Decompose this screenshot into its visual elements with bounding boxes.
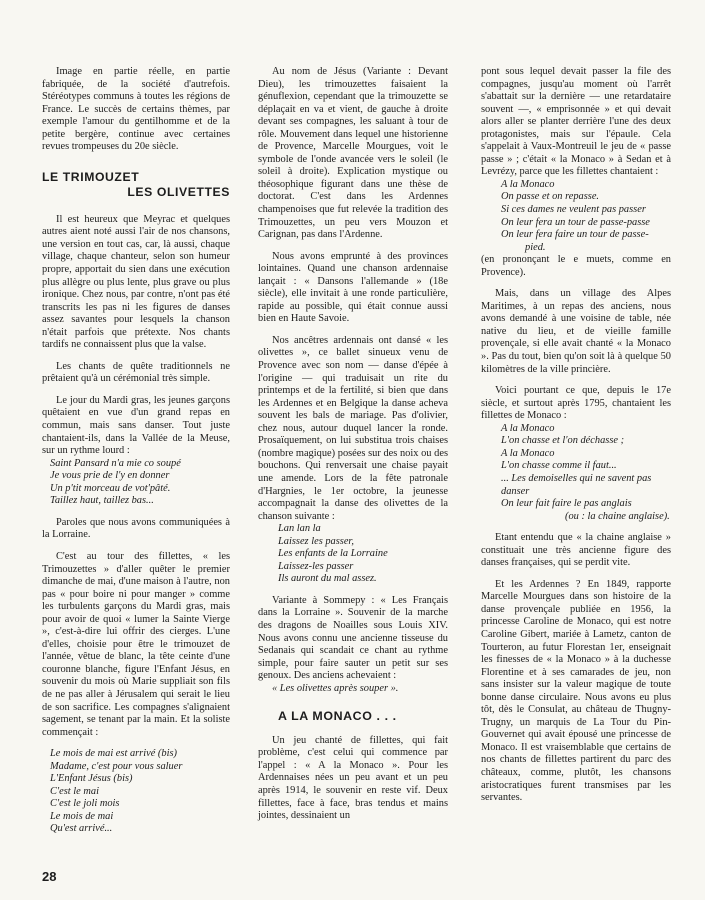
verse-line: L'on chasse comme il faut... <box>501 460 617 472</box>
verse-lorraine <box>258 523 448 586</box>
paragraph: C'est au tour des fillettes, « les Trimouzettes » d'aller quêter le premier dimanche de mai, d'une maison à l'autre, non pas « pour boire ni pour manger » comme les turbulents garçons du Mardi gras, mais pour avoir de quoi « lumer la Sainte Vierge », c'est-à-dire lui offrir des cierges. L'une d'elles, choisie pour être le trimouzet de l'année, vêtue de blanc, la tête ceinte d'une couronne blanche, figure l'Enfant Jésus, en souvenir du mois où Marie suppliait son fils de ne pas aller à Jérusalem qui serait le lieu de son sacrifice. Les compagnes s'alignaient sagement, se tenant par la main. Et la soliste commençait : <box>42 550 230 738</box>
heading-line-1: LE TRIMOUZET <box>42 169 140 184</box>
column-3 <box>481 66 671 805</box>
section-heading-monaco: A LA MONACO . . . <box>278 709 397 724</box>
paragraph: Et les Ardennes ? En 1849, rapporte Marcelle Mourgues dans son histoire de la danse provençale publiée en 1956, la princesse Caroline de Monaco, qui est notre Caroline Gibert, mariée à Lametz, canton de Tourteron, au futur Florestan 1er, enseignait les finesses de « la Monaco » à la duchesse Florentine et à ses camarades de jeu, non sans insister sur la valeur magique de toute bonne danse circulaire. Nous avons eu plus tôt, dès le Consulat, au château de Thugny-Trugny, un marquis de La Tour du Pin-Gouvernet qui avait épousé une princesse de Monaco. Il est vraisemblable que certains de nos chants de fillettes partirent du parc des châteaux, comme, plutôt, les chansons aristocratiques furent transmises par les servantes. <box>481 578 671 804</box>
verse-line: C'est le joli mois <box>50 798 120 810</box>
section-heading-trimouzet <box>42 170 230 200</box>
verse-monaco-2 <box>481 423 671 523</box>
paragraph: Un jeu chanté de fillettes, qui fait problème, c'est celui qui commence par l'appel : « A la Monaco ». Pour les Ardennaises nées un peu avant et un peu après 1914, le souvenir en reste vif. Deux fillettes, face à face, bras tendus et mains jointes, dessinaient un <box>258 734 448 822</box>
verse-line: L'Enfant Jésus (bis) <box>50 773 133 785</box>
paragraph: (en prononçant le e muets, comme en Provence). <box>481 254 671 278</box>
column-2 <box>258 66 448 823</box>
verse-line: Je vous prie de l'y en donner <box>50 470 170 482</box>
paragraph: Nos ancêtres ardennais ont dansé « les olivettes », ce ballet sinueux venu de Provence avec son nom — danse d'épée à l'origine — qui traduisait un rite du printemps et de la fertilité, si bien que dans les Ardennes et en Belgique la danse acheva souvent les bals de mariage. Pas d'olivier, chez nous, autour duquel lancer la ronde. Prosaïquement, on lui substitua trois chaises (nombre magique) posées sur des noix ou des bouchons. Qui renversait une chaise payait une amende. Lors de la fête patronale d'Hargnies, le 1er octobre, la jeunesse accompagnait la danse des olivettes de la chanson suivante : <box>258 334 448 522</box>
verse-line: A la Monaco <box>501 422 555 434</box>
quote-line: « Les olivettes après souper ». <box>272 682 399 694</box>
verse-line: Le mois de mai est arrivé (bis) <box>50 748 177 760</box>
verse-line: Ils auront du mal assez. <box>278 573 377 585</box>
paragraph: Etant entendu que « la chaine anglaise » constituait une très ancienne figure des danses françaises, qui se perdit vite. <box>481 532 671 569</box>
verse-line: Taillez haut, taillez bas... <box>50 495 154 507</box>
column-1 <box>42 66 230 836</box>
verse-line: danser <box>501 485 530 497</box>
verse-line: A la Monaco <box>501 447 555 459</box>
paragraph: Les chants de quête traditionnels ne prêtaient qu'à un cérémonial très simple. <box>42 360 230 385</box>
verse-line: Lan lan la <box>278 523 321 535</box>
verse-line: ... Les demoiselles qui ne savent pas <box>501 472 652 484</box>
verse-line: Laissez-les passer <box>278 560 354 572</box>
verse-line: Qu'est arrivé... <box>50 823 113 835</box>
verse-line: Saint Pansard n'a mie co soupé <box>50 457 181 469</box>
paragraph: Nous avons emprunté à des provinces lointaines. Quand une chanson ardennaise lançait : « Dansons l'allemande » (18e siècle), elle invitait à une ronde particulière, rapide au possible, qui était connue aussi bien en Haute Savoie. <box>258 250 448 325</box>
verse-line: Laissez les passer, <box>278 535 354 547</box>
paragraph: Il est heureux que Meyrac et quelques autres aient noté aussi l'air de nos chansons, une version en tout cas, car, là aussi, chaque village, chaque chanteur, selon son humeur propre, apportait du sien dans une exécution plus allègre ou plus lente, plus grave ou plus ironique. Chez nous, par contre, n'ont pas été transcrits les pas ni les figures de danses assez savantes pour lesquels la chanson n'était parfois que prétexte. Nos chants tardifs ne connaissent plus que la valse. <box>42 213 230 351</box>
paragraph: Image en partie réelle, en partie fabriquée, de la société d'autrefois. Stéréotypes communs à toutes les régions de France. Le succès de certains thèmes, par exemple l'amour du gentilhomme et de la petite bergère, continue avec certaines revues trompeuses du 20e siècle. <box>42 66 230 153</box>
paragraph: Le jour du Mardi gras, les jeunes garçons quêtaient en vue d'un grand repas en commun, mais sans danser. Tout juste chantaient-ils, dans la Vallée de la Meuse, sur un rythme lourd : <box>42 394 230 457</box>
paragraph: Paroles que nous avons communiquées à la Lorraine. <box>42 516 230 541</box>
page-number: 28 <box>42 869 57 884</box>
verse-line: Un p'tit morceau de vot'pâté. <box>50 482 171 494</box>
verse-line: A la Monaco <box>501 178 555 190</box>
verse-monaco-1 <box>481 179 671 254</box>
paragraph: pont sous lequel devait passer la file des compagnes, jusqu'au moment où l'arrêt s'abattait sur la dernière — une retardataire souvent —, « emprisonnée » et qui devait alors aller se planter derrière l'une des deux protagonistes, mais sur l'épaule. Cela s'appelait à Vaux-Montreuil le jeu de « passe passe » ; c'était « la Monaco » à Sedan et à Levrézy, parce que les fillettes chantaient : <box>481 66 671 178</box>
verse-line: pied. <box>525 241 546 253</box>
verse-line: Madame, c'est pour vous saluer <box>50 760 183 772</box>
verse-line: On passe et on repasse. <box>501 191 600 203</box>
paragraph: Mais, dans un village des Alpes Maritimes, à un repas des anciens, nous avons demandé à une voisine de table, née native du lieu, et de vieille famille provençale, si elle avait chanté « la Monaco ». Pas du tout, bien qu'on soit là à quelque 50 kilomètres de la ville princière. <box>481 288 671 375</box>
verse-line: Le mois de mai <box>50 810 114 822</box>
verse-line: On leur fait faire le pas anglais <box>501 498 632 510</box>
verse-line: On leur fera faire un tour de passe- <box>501 229 649 241</box>
verse-line: L'on chasse et l'on déchasse ; <box>501 435 625 447</box>
verse-mois-de-mai <box>42 748 230 836</box>
verse-line: C'est le mai <box>50 785 99 797</box>
heading-line-2: LES OLIVETTES <box>127 184 230 199</box>
paragraph: Au nom de Jésus (Variante : Devant Dieu), les trimouzettes faisaient la génuflexion, cependant que la trimouzette se déplaçait en va et vient, de gauche à droite devant ses compagnes, les saluant à tour de rôle. Mouvement dans lequel une historienne de Provence, Marcelle Mourgues, voit le symbole de l'onde avancée vers le soleil (le soleil à droite). Explication mystique ou théosophique figurant dans une thèse de doctorat. C'est dans les Ardennes champenoises que fut relevée la tradition des Trimouzettes, un peu vers Mouzon et Carignan, pas dans l'Ardenne. <box>258 66 448 241</box>
verse-line: Les enfants de la Lorraine <box>278 548 388 560</box>
verse-line: On leur fera un tour de passe-passe <box>501 216 650 228</box>
paragraph: Voici pourtant ce que, depuis le 17e siècle, et surtout après 1795, chantaient les fillettes de Monaco : <box>481 385 671 422</box>
verse-line: Si ces dames ne veulent pas passer <box>501 204 646 216</box>
verse-mardi-gras <box>42 458 230 508</box>
verse-line: (ou : la chaine anglaise). <box>565 510 670 522</box>
paragraph: Variante à Sommepy : « Les Français dans la Lorraine ». Souvenir de la marche des dragons de Noailles sous Louis XIV. Nous avons connu une ancienne tisseuse du Sedanais qui scandait ce chant au rythme simple, pour faire sauter un petit sur ses genoux. Des anciens achevaient : <box>258 594 448 682</box>
